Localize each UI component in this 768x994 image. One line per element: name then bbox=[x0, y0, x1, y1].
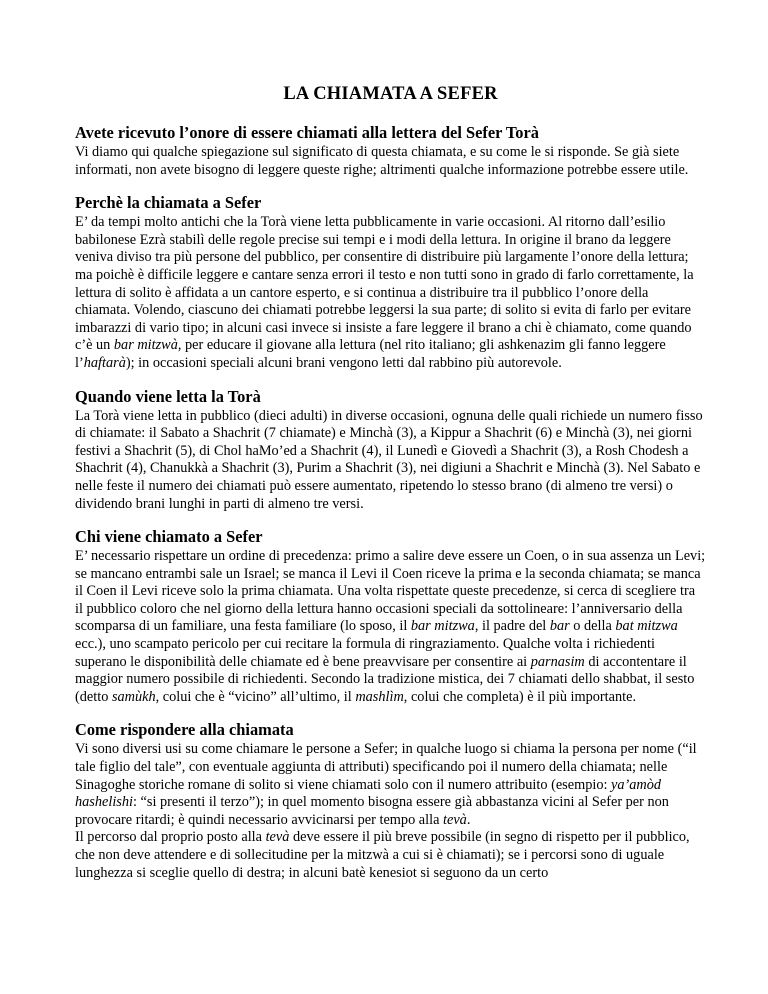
section-paragraph bbox=[75, 144, 706, 179]
text-run: Vi diamo qui qualche spiegazione sul significato di questa chiamata, e su come le si risponde. Se già siete informati, non avete bisogno di leggere queste righe; altrimenti qualche informazione potrebbe essere utile. bbox=[75, 144, 689, 178]
section bbox=[75, 122, 706, 179]
italic-term: tevà bbox=[443, 811, 467, 828]
section bbox=[75, 719, 706, 882]
text-run: Vi sono diversi usi su come chiamare le persone a Sefer; in qualche luogo si chiama la persona per nome (“il tale figlio del tale”, con eventuale aggiunta di attributi) specificando poi il numero della chiamata; nelle Sinagoghe storiche romane di solito si viene chiamati solo con il numero attribuito (esempio: bbox=[75, 741, 697, 793]
text-run: di accontentare il maggior numero possibile di richiedenti. Secondo la tradizione mistica, dei 7 chiamati dello shabbat, il sesto (detto bbox=[75, 653, 695, 705]
text-run: . bbox=[466, 811, 471, 828]
section-paragraph bbox=[75, 741, 706, 829]
text-run: : “si presenti il terzo”); in quel momento bisogna essere già abbastanza vicini al Sefer per non provocare ritardi; è quindi necessario avvicinarsi per tempo alla bbox=[75, 794, 669, 828]
section-heading: Chi viene chiamato a Sefer bbox=[75, 527, 263, 547]
section-heading: Come rispondere alla chiamata bbox=[75, 720, 294, 740]
italic-term: samùkh bbox=[111, 688, 156, 705]
italic-term: parnasim bbox=[530, 653, 585, 670]
text-run: , colui che completa) è il più importante. bbox=[403, 688, 637, 705]
text-run: , colui che è “vicino” all’ultimo, il bbox=[155, 688, 356, 705]
text-run: o della bbox=[569, 618, 616, 635]
text-run: E’ da tempi molto antichi che la Torà viene letta pubblicamente in varie occasioni. Al ritorno dall’esilio babilonese Ezrà stabilì delle regole precise sui tempi e i modi della lettura. In origine il brano da leggere veniva diviso tra più persone del pubblico, per consentire di distribuire più largamente l’onore della lettura; ma poichè è difficile leggere e cantare senza errori il testo e non tutti sono in grado di farlo correttamente, la lettura di solito è affidata a un cantore esperto, e si continua a distribuire tra il pubblico l’onore della chiamata. Volendo, ciascuno dei chiamati potrebbe leggersi la sua parte; di solito si evita di farlo per evitare imbarazzi di vario tipo; in alcuni casi invece si insiste a fare leggere il brano a chi è chiamato, come quando c’è un bbox=[75, 214, 694, 354]
document-body bbox=[75, 122, 706, 882]
section bbox=[75, 386, 706, 514]
text-run: E’ necessario rispettare un ordine di precedenza: primo a salire deve essere un Coen, o in sua assenza un Levi; se mancano entrambi sale un Israel; se manca il Levi il Coen riceve la prima e la seconda chiamata; se manca il Coen il Levi riceve solo la prima chiamata. Una volta rispettate queste precedenze, si cerca di scegliere tra il pubblico coloro che nel giorno della lettura hanno occasioni speciali da sottolineare: l’anniversario della scomparsa di un familiare, una festa familiare (lo sposo, il bbox=[75, 548, 706, 635]
italic-term: bar mitzwà bbox=[113, 337, 178, 354]
text-run: deve essere il più breve possibile (in segno di rispetto per il pubblico, che non deve attendere e di sollecitudine per la mitzwà a cui si è chiamati); se i percorsi sono di uguale lunghezza si sceglie quello di destra; in alcuni batè kenesiot si seguono da un certo bbox=[75, 829, 690, 881]
section-heading: Quando viene letta la Torà bbox=[75, 386, 261, 406]
section-paragraph bbox=[75, 408, 706, 514]
italic-term: haftarà bbox=[83, 354, 126, 371]
text-run: , il padre del bbox=[474, 618, 550, 635]
text-run: ); in occasioni speciali alcuni brani vengono letti dal rabbino più autorevole. bbox=[125, 354, 562, 371]
text-run: , per educare il giovane alla lettura (nel rito italiano; gli ashkenazim gli fanno leggere l’ bbox=[75, 337, 666, 371]
italic-term: bar mitzwa bbox=[410, 618, 475, 635]
section-paragraph bbox=[75, 214, 706, 372]
section bbox=[75, 192, 706, 372]
italic-term: ya’amòd hashelishi bbox=[75, 776, 662, 811]
italic-term: bat mitzwa bbox=[615, 618, 678, 635]
section-paragraph bbox=[75, 548, 706, 706]
document-title: LA CHIAMATA A SEFER bbox=[283, 84, 498, 104]
section-heading: Avete ricevuto l’onore di essere chiamati alla lettera del Sefer Torà bbox=[75, 123, 539, 142]
text-run: La Torà viene letta in pubblico (dieci adulti) in diverse occasioni, ognuna delle quali richiede un numero fisso di chiamate: il Sabato a Shachrit (7 chiamate) e Minchà (3), a Kippur a Shachrit (6) e Minchà (3), nei giorni festivi a Shachrit (5), di Chol haMo’ed a Shachrit (4), il Lunedì e Giovedì a Shachrit (3), a Rosh Chodesh a Shachrit (4), Chanukkà a Shachrit (3), Purim a Shachrit (3), nei digiuni a Shachrit e Minchà (3). Nel Sabato e nelle feste il numero dei chiamati può essere aumentato, ripetendo lo stesso brano (di almeno tre versi) o dividendo brani lunghi in parti di almeno tre versi. bbox=[75, 407, 703, 512]
section bbox=[75, 526, 706, 706]
italic-term: mashlìm bbox=[355, 688, 404, 705]
text-run: Il percorso dal proprio posto alla bbox=[75, 829, 266, 846]
section-heading: Perchè la chiamata a Sefer bbox=[75, 193, 262, 213]
text-run: ecc.), uno scampato pericolo per cui recitare la formula di ringraziamento. Qualche volta i richiedenti superano le disponibilità delle chiamate ed è bene preavvisare per consentire ai bbox=[75, 636, 655, 670]
section-paragraph bbox=[75, 829, 706, 882]
italic-term: tevà bbox=[265, 829, 290, 846]
italic-term: bar bbox=[549, 618, 570, 635]
